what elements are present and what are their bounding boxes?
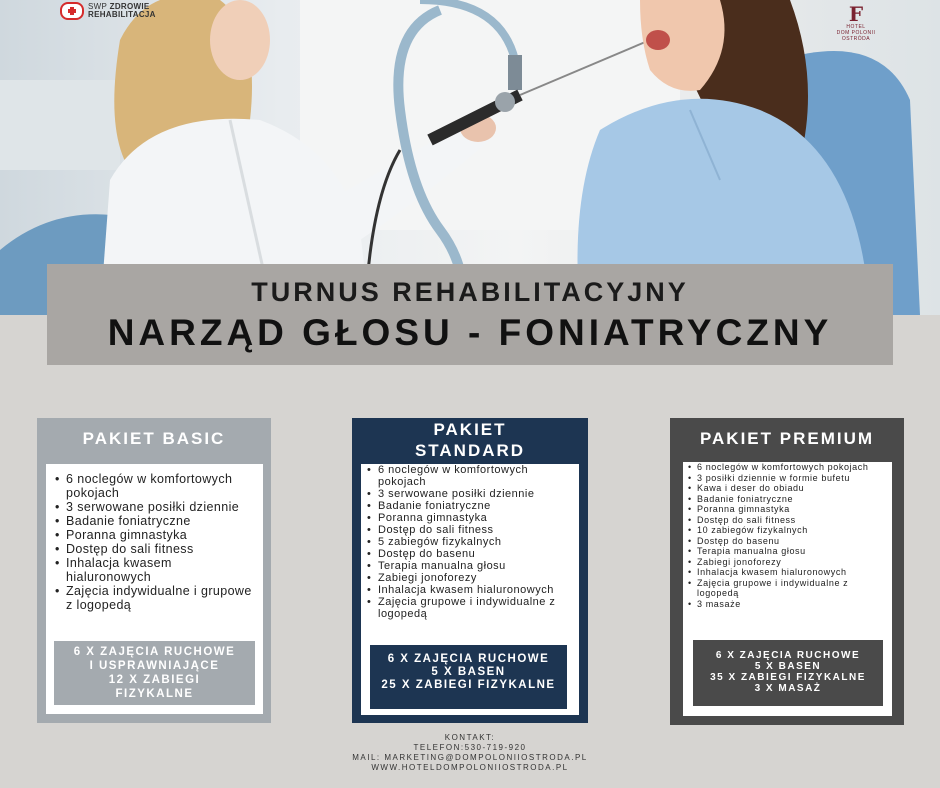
hotel-dom-polonii-logo [826, 4, 886, 42]
summary-line: I USPRAWNIAJĄCE [89, 660, 220, 672]
list-item: • Zajęcia indywidualne i grupowe z logopedą [54, 584, 259, 612]
list-item: • 6 noclegów w komfortowych pokojach [687, 462, 891, 473]
list-item: • Terapia manualna głosu [366, 560, 578, 572]
hotel-logo-mark: F [848, 2, 864, 26]
package-basic-list [54, 472, 259, 612]
package-standard-title-line1: PAKIET [433, 420, 507, 439]
package-premium-list [687, 462, 891, 609]
package-basic-summary [54, 641, 255, 705]
list-item: • 6 noclegów w komfortowych pokojach [54, 472, 259, 500]
list-item: • Zajęcia grupowe i indywidualne z logopedą [366, 596, 578, 620]
title-line-2: NARZĄD GŁOSU - FONIATRYCZNY [107, 312, 833, 353]
package-standard-body [361, 464, 579, 715]
list-item: • 5 zabiegów fizykalnych [366, 536, 578, 548]
contact-mail: MAIL: MARKETING@DOMPOLONIIOSTRODA.PL [352, 753, 588, 762]
list-item: • Dostęp do basenu [366, 548, 578, 560]
package-standard-card [352, 418, 588, 723]
list-item: • 3 serwowane posiłki dziennie [54, 500, 259, 514]
list-item: • Badanie foniatryczne [366, 500, 578, 512]
summary-line: 35 X ZABIEGI FIZYKALNE [710, 672, 866, 683]
list-item: • Zabiegi jonoforezy [687, 557, 891, 568]
summary-line: FIZYKALNE [115, 688, 194, 700]
list-item: • Poranna gimnastyka [366, 512, 578, 524]
package-standard-list [366, 464, 578, 620]
summary-line: 5 X BASEN [754, 661, 822, 672]
list-item: • 3 serwowane posiłki dziennie [366, 488, 578, 500]
list-item: • Inhalacja kwasem hialuronowych [366, 584, 578, 596]
list-item: • 10 zabiegów fizykalnych [687, 525, 891, 536]
summary-line: 3 X MASAŻ [754, 683, 822, 694]
list-item: • Poranna gimnastyka [687, 504, 891, 515]
summary-line: 5 X BASEN [431, 666, 506, 678]
contact-www: WWW.HOTELDOMPOLONIIOSTRODA.PL [371, 763, 569, 772]
list-item: • Kawa i deser do obiadu [687, 483, 891, 494]
list-item: • 6 noclegów w komfortowych pokojach [366, 464, 578, 488]
title-banner [47, 264, 893, 365]
package-standard-summary [370, 645, 567, 709]
package-standard-title [352, 419, 588, 461]
list-item: • Zabiegi jonoforezy [366, 572, 578, 584]
summary-line: 25 X ZABIEGI FIZYKALNE [381, 679, 556, 691]
hotel-logo-line2: DOM POLONII [836, 30, 876, 36]
package-premium-card [670, 418, 904, 725]
package-basic-title: PAKIET BASIC [82, 429, 226, 448]
red-cross-icon [60, 2, 84, 20]
list-item: • Poranna gimnastyka [54, 528, 259, 542]
list-item: • Zajęcia grupowe i indywidualne z logopedą [687, 578, 891, 599]
package-premium-title: PAKIET PREMIUM [699, 429, 875, 448]
list-item: • Dostęp do sali fitness [687, 515, 891, 526]
swp-logo-prefix: SWP [88, 2, 108, 11]
swp-logo-text [88, 3, 156, 19]
summary-line: 6 X ZAJĘCIA RUCHOWE [715, 650, 861, 661]
contact-label: KONTAKT: [444, 733, 496, 742]
package-premium-summary [693, 640, 883, 706]
list-item: • Dostęp do sali fitness [366, 524, 578, 536]
list-item: • Badanie foniatryczne [687, 494, 891, 505]
hotel-logo-line1: HOTEL [846, 24, 866, 30]
package-basic-card [37, 418, 271, 723]
list-item: • Inhalacja kwasem hialuronowych [54, 556, 259, 584]
summary-line: 6 X ZAJĘCIA RUCHOWE [387, 653, 550, 665]
title-line-1: TURNUS REHABILITACYJNY [251, 277, 689, 307]
list-item: • Badanie foniatryczne [54, 514, 259, 528]
hotel-logo-line3: OSTRÓDA [841, 36, 871, 42]
list-item: • Terapia manualna głosu [687, 546, 891, 557]
package-basic-body [46, 464, 263, 714]
contact-info [0, 733, 940, 773]
list-item: • Inhalacja kwasem hialuronowych [687, 567, 891, 578]
list-item: • Dostęp do basenu [687, 536, 891, 547]
swp-zdrowie-logo [60, 2, 156, 20]
package-premium-body [683, 462, 892, 716]
swp-logo-sub: REHABILITACJA [88, 10, 156, 19]
summary-line: 12 X ZABIEGI [108, 674, 201, 686]
list-item: • 3 masaże [687, 599, 891, 610]
summary-line: 6 X ZAJĘCIA RUCHOWE [73, 646, 236, 658]
package-standard-title-line2: STANDARD [414, 441, 526, 460]
list-item: • Dostęp do sali fitness [54, 542, 259, 556]
swp-logo-brand: ZDROWIE [109, 2, 150, 11]
list-item: • 3 posiłki dziennie w formie bufetu [687, 473, 891, 484]
contact-phone: TELEFON:530-719-920 [413, 743, 527, 752]
